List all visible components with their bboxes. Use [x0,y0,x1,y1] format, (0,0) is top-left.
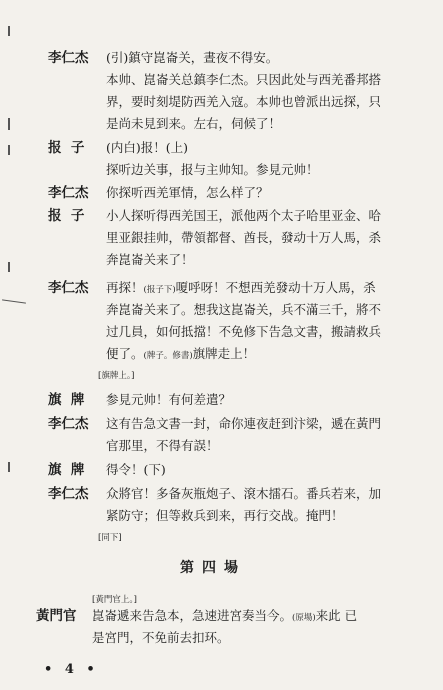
speaker-name: 李仁杰 [48,50,89,66]
speaker-name: 报 子 [48,208,85,224]
speaker-name: 黃門官 [36,608,77,624]
dialogue-text: 便了。 [106,346,144,361]
dialogue-line [106,280,376,298]
dialogue-line: 众將官！多备灰瓶炮子、滾木擂石。番兵若来，加 [106,486,382,501]
margin-mark [8,262,10,272]
dialogue-line: 奔崑崙关来了！ [106,252,194,267]
dialogue-line: (内白)报！(上) [106,140,189,155]
dialogue-line: 探听边关事，报与主帅知。参見元帅！ [106,162,319,177]
dialogue-line: 是尚未見到来。左右，伺候了！ [106,116,282,131]
margin-mark [8,26,10,36]
dialogue-line [92,608,357,626]
dialogue-line: 里亚銀挂帅，帶領都督、酋長，發动十万人馬，杀 [106,230,382,245]
scene-title: 第四場 [180,560,246,576]
margin-mark [8,145,10,155]
stage-direction: (牌子。修書) [143,351,193,361]
dialogue-line: 界，要时刻堤防西羌入寇。本帅也曾派出远探，只 [106,94,382,109]
dialogue-line [106,346,255,364]
speaker-name: 李仁杰 [48,185,89,201]
dialogue-text: 嗄呼呀！不想西羌發动十万人馬，杀 [175,280,376,295]
dialogue-line: 过几員，如何抵擋！不免修下告急文書，搬請救兵 [106,324,382,339]
dialogue-line: 得令！(下) [106,462,166,477]
dialogue-text: 崑崙遞来告急本，急速进宮奏当今。 [92,608,293,623]
dialogue-line: 奔崑崙关来了。想我这崑崙关，兵不滿三千，將不 [106,302,382,317]
dialogue-line: 小人探听得西羌国王，派他两个太子哈里亚金、哈 [106,208,382,223]
stage-direction: [黃門官上。] [92,595,137,605]
dialogue-line: 你探听西羌軍情，怎么样了？ [106,185,269,200]
stage-direction: (原場) [292,613,316,623]
stage-direction: [同下] [98,533,122,543]
dialogue-text: 再探！ [106,280,144,295]
dialogue-line: 紧防守；但等救兵到来，再行交战。掩門！ [106,508,344,523]
dialogue-line: 官那里，不得有誤！ [106,438,219,453]
dialogue-line: 这有告急文書一封，命你連夜赶到汴梁，遞在黃門 [106,416,382,431]
dialogue-line: 参見元帅！有何差遣？ [106,392,232,407]
speaker-name: 李仁杰 [48,280,89,296]
speaker-name: 旗 牌 [48,462,85,478]
speaker-name: 报 子 [48,140,85,156]
speaker-name: 李仁杰 [48,486,89,502]
dialogue-line: 是宮門，不免前去扣环。 [92,630,230,645]
stage-direction: (报子下) [143,285,176,295]
stage-direction: [旗牌上。] [98,371,135,381]
speaker-name: 李仁杰 [48,416,89,432]
margin-mark [2,299,26,303]
speaker-name: 旗 牌 [48,392,85,408]
dialogue-text: 来此 已 [315,608,358,623]
page-number: • 4 • [44,662,99,677]
margin-mark [8,462,10,472]
dialogue-line: 本帅、崑崙关总鎮李仁杰。只因此处与西羌番邦搭 [106,72,382,87]
margin-mark [8,118,10,130]
dialogue-text: 旗牌走上！ [192,346,256,361]
dialogue-line: (引)鎮守崑崙关，晝夜不得安。 [106,50,279,65]
